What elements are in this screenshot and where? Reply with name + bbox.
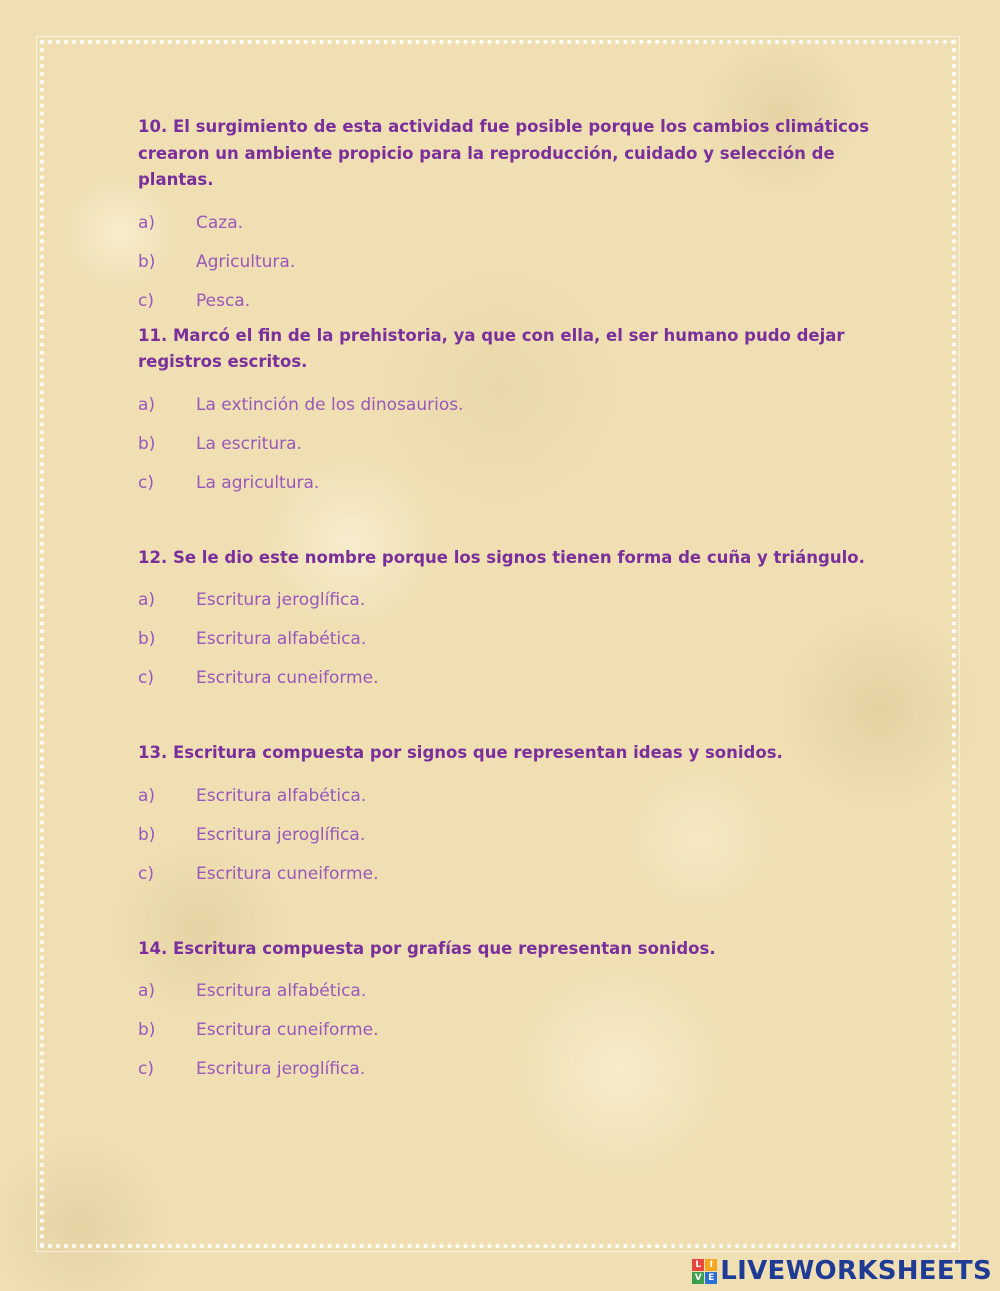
option-a[interactable] (138, 590, 873, 610)
option-list (138, 395, 873, 493)
option-a[interactable] (138, 981, 873, 1001)
option-text: Caza. (196, 212, 244, 233)
option-list (138, 213, 873, 311)
liveworksheets-logo-icon (692, 1259, 717, 1284)
option-letter: b) (138, 251, 156, 272)
option-b[interactable] (138, 252, 873, 272)
option-list (138, 981, 873, 1079)
option-letter: c) (138, 668, 154, 688)
spacer (138, 884, 873, 936)
option-text: Agricultura. (196, 251, 296, 272)
option-letter: a) (138, 590, 156, 610)
option-text: La extinción de los dinosaurios. (196, 394, 464, 415)
option-text: Escritura jeroglífica. (196, 1059, 366, 1079)
option-text: Escritura jeroglífica. (196, 590, 366, 610)
logo-letter: L (692, 1259, 704, 1271)
option-letter: a) (138, 394, 156, 415)
option-text: Escritura cuneiforme. (196, 668, 379, 688)
option-text: La escritura. (196, 433, 302, 454)
spacer (138, 311, 873, 323)
option-letter: b) (138, 629, 156, 649)
option-text: Escritura alfabética. (196, 981, 367, 1001)
question-prompt: 10. El surgimiento de esta actividad fue posible porque los cambios climáticos crearon un ambiente propicio para la reproducción, cuidado y selección de plantas. (138, 117, 870, 189)
worksheet-content (138, 114, 873, 1079)
option-letter: b) (138, 433, 156, 454)
option-letter: c) (138, 290, 154, 311)
option-text: Pesca. (196, 290, 251, 311)
question-11 (138, 323, 873, 493)
option-letter: a) (138, 212, 156, 233)
option-list (138, 590, 873, 688)
option-text: Escritura alfabética. (196, 629, 367, 649)
option-a[interactable] (138, 786, 873, 806)
question-prompt: 13. Escritura compuesta por signos que representan ideas y sonidos. (138, 743, 783, 762)
option-b[interactable] (138, 1020, 873, 1040)
option-text: Escritura alfabética. (196, 785, 367, 806)
option-letter: b) (138, 824, 156, 845)
question-12 (138, 545, 873, 689)
spacer (138, 688, 873, 740)
question-prompt: 12. Se le dio este nombre porque los signos tienen forma de cuña y triángulo. (138, 547, 865, 567)
option-c[interactable] (138, 473, 873, 493)
liveworksheets-branding[interactable] (692, 1256, 992, 1286)
option-letter: b) (138, 1020, 156, 1040)
question-prompt: 11. Marcó el fin de la prehistoria, ya que con ella, el ser humano pudo dejar registros escritos. (138, 325, 845, 371)
logo-letter: E (705, 1272, 717, 1284)
brand-name: LIVEWORKSHEETS (720, 1256, 992, 1286)
option-c[interactable] (138, 291, 873, 311)
option-text: Escritura cuneiforme. (196, 1020, 379, 1040)
option-text: Escritura cuneiforme. (196, 863, 379, 884)
option-text: Escritura jeroglífica. (196, 824, 366, 845)
option-b[interactable] (138, 434, 873, 454)
option-c[interactable] (138, 668, 873, 688)
option-b[interactable] (138, 629, 873, 649)
question-13 (138, 740, 873, 884)
question-10 (138, 114, 873, 311)
option-a[interactable] (138, 213, 873, 233)
option-letter: a) (138, 785, 156, 806)
spacer (138, 493, 873, 545)
logo-letter: I (705, 1259, 717, 1271)
option-list (138, 786, 873, 884)
option-b[interactable] (138, 825, 873, 845)
option-c[interactable] (138, 1059, 873, 1079)
question-14 (138, 936, 873, 1080)
option-letter: c) (138, 472, 154, 493)
option-c[interactable] (138, 864, 873, 884)
question-prompt: 14. Escritura compuesta por grafías que representan sonidos. (138, 938, 716, 958)
option-letter: a) (138, 981, 156, 1001)
option-letter: c) (138, 1059, 154, 1079)
option-letter: c) (138, 863, 154, 884)
option-text: La agricultura. (196, 472, 320, 493)
logo-letter: V (692, 1272, 704, 1284)
option-a[interactable] (138, 395, 873, 415)
